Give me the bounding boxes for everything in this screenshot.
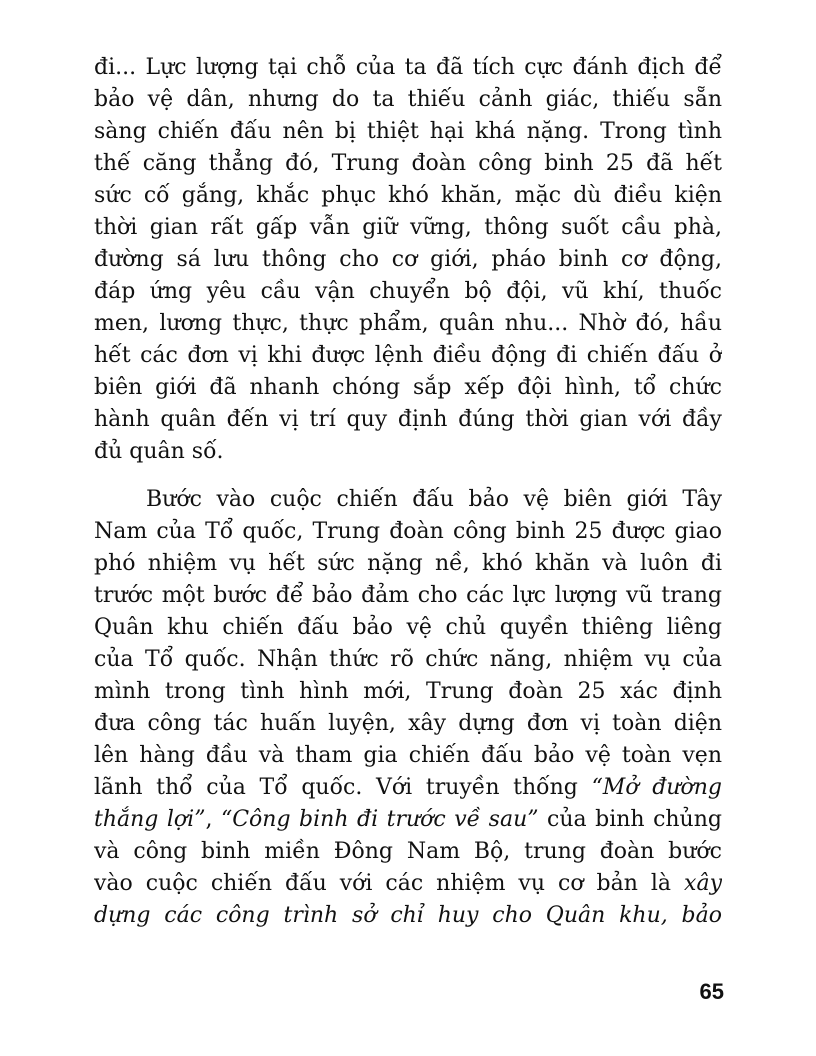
text-line: hành quân đến vị trí quy định đúng thời gian với đầy: [94, 407, 722, 432]
text-line: đường sá lưu thông cho cơ giới, pháo binh cơ động,: [94, 247, 722, 272]
text-line: trước một bước để bảo đảm cho các lực lượng vũ trang: [94, 583, 722, 608]
text-line: thời gian rất gấp vẫn giữ vững, thông suốt cầu phà,: [94, 215, 722, 240]
text-line: biên giới đã nhanh chóng sắp xếp đội hình, tổ chức: [94, 375, 722, 400]
text-line-mixed: [94, 772, 722, 804]
text-line: Quân khu chiến đấu bảo vệ chủ quyền thiêng liêng: [94, 615, 722, 640]
paragraph-2: [94, 484, 722, 932]
italic-quote: “Mở đường: [591, 775, 722, 800]
italic-quote: thắng lợi”: [94, 807, 206, 832]
text-run: của binh chủng: [538, 807, 722, 832]
text-line: lên hàng đầu và tham gia chiến đấu bảo vệ toàn vẹn: [94, 743, 722, 768]
text-run: ,: [205, 807, 221, 832]
text-line: đáp ứng yêu cầu vận chuyển bộ đội, vũ khí, thuốc: [94, 279, 722, 304]
text-line: thế căng thẳng đó, Trung đoàn công binh 25 đã hết: [94, 151, 722, 176]
text-line: men, lương thực, thực phẩm, quân nhu... Nhờ đó, hầu: [94, 311, 722, 336]
text-line-mixed: [94, 804, 722, 836]
italic-text: xây: [684, 871, 722, 896]
text-line: sàng chiến đấu nên bị thiệt hại khá nặng. Trong tình: [94, 119, 722, 144]
text-line: đưa công tác huấn luyện, xây dựng đơn vị toàn diện: [94, 711, 722, 736]
italic-text: dựng các công trình sở chỉ huy cho Quân khu, bảo: [94, 903, 722, 928]
italic-quote: “Công binh đi trước về sau”: [220, 807, 539, 832]
book-page: [94, 52, 722, 932]
paragraph-gap: [94, 468, 722, 484]
text-line: Nam của Tổ quốc, Trung đoàn công binh 25 được giao: [94, 519, 722, 544]
text-line: Bước vào cuộc chiến đấu bảo vệ biên giới Tây: [146, 487, 722, 512]
text-line: mình trong tình hình mới, Trung đoàn 25 xác định: [94, 679, 722, 704]
text-line: của Tổ quốc. Nhận thức rõ chức năng, nhiệm vụ của: [94, 647, 722, 672]
paragraph-1: [94, 52, 722, 468]
text-line-mixed: [94, 868, 722, 900]
text-line: và công binh miền Đông Nam Bộ, trung đoàn bước: [94, 839, 722, 864]
text-run: vào cuộc chiến đấu với các nhiệm vụ cơ bản là: [94, 871, 685, 896]
text-line: đủ quân số.: [94, 439, 224, 464]
text-line: đi... Lực lượng tại chỗ của ta đã tích cực đánh địch để: [94, 55, 722, 80]
text-line-italic: [94, 900, 722, 932]
page-number: 65: [699, 979, 724, 1004]
text-line: bảo vệ dân, nhưng do ta thiếu cảnh giác, thiếu sẵn: [94, 87, 722, 112]
text-line: hết các đơn vị khi được lệnh điều động đi chiến đấu ở: [94, 343, 722, 368]
text-run: lãnh thổ của Tổ quốc. Với truyền thống: [94, 775, 592, 800]
text-line: phó nhiệm vụ hết sức nặng nề, khó khăn và luôn đi: [94, 551, 722, 576]
text-line: sức cố gắng, khắc phục khó khăn, mặc dù điều kiện: [94, 183, 722, 208]
